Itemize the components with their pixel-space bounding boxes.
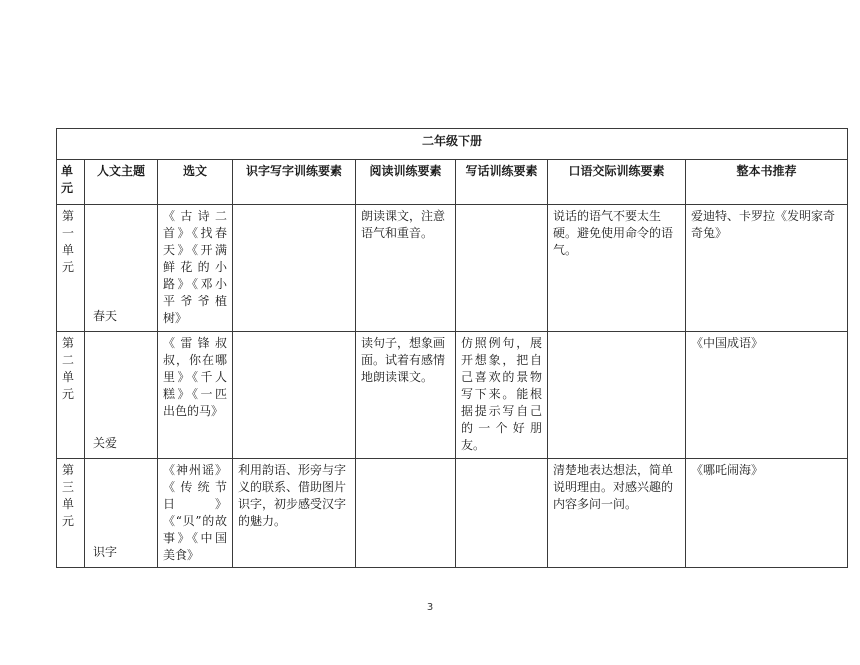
theme-label: 春天 (93, 309, 118, 323)
theme-label: 识字 (93, 545, 118, 559)
texts-cell: 《神州谣》《传统节日》《“贝”的故事》《中国美食》 (158, 459, 233, 568)
header-theme: 人文主题 (85, 160, 158, 205)
literacy-cell (233, 205, 356, 332)
theme-label: 关爱 (93, 436, 118, 450)
unit-cell: 第二单元 (57, 332, 85, 459)
unit-cell: 第一单元 (57, 205, 85, 332)
reading-cell: 朗读课文，注意语气和重音。 (356, 205, 456, 332)
table-row (57, 332, 848, 459)
header-writing: 写话训练要素 (456, 160, 548, 205)
page-number: 3 (426, 602, 434, 613)
theme-cell (85, 459, 158, 568)
writing-cell (456, 205, 548, 332)
books-cell: 《中国成语》 (686, 332, 848, 459)
table-row (57, 205, 848, 332)
caption-row (57, 129, 848, 160)
header-literacy: 识字写字训练要素 (233, 160, 356, 205)
header-texts: 选文 (158, 160, 233, 205)
header-row (57, 160, 848, 205)
literacy-cell: 利用韵语、形旁与字义的联系、借助图片识字，初步感受汉字的魅力。 (233, 459, 356, 568)
header-oral: 口语交际训练要素 (548, 160, 686, 205)
writing-cell: 仿照例句，展开想象，把自己喜欢的景物写下来。能根据提示写自己的一个好朋友。 (456, 332, 548, 459)
unit-cell: 第三单元 (57, 459, 85, 568)
header-books: 整本书推荐 (686, 160, 848, 205)
header-unit: 单元 (57, 160, 85, 205)
header-reading: 阅读训练要素 (356, 160, 456, 205)
books-cell: 《哪吒闹海》 (686, 459, 848, 568)
texts-cell: 《雷锋叔叔，你在哪里》《千人糕》《一匹出色的马》 (158, 332, 233, 459)
theme-cell (85, 205, 158, 332)
oral-cell (548, 332, 686, 459)
books-cell: 爱迪特、卡罗拉《发明家奇奇兔》 (686, 205, 848, 332)
table-row (57, 459, 848, 568)
theme-cell (85, 332, 158, 459)
reading-cell (356, 459, 456, 568)
reading-cell: 读句子，想象画面。试着有感情地朗读课文。 (356, 332, 456, 459)
texts-cell: 《古诗二首》《找春天》《开满鲜花的小路》《邓小平爷爷植树》 (158, 205, 233, 332)
oral-cell: 清楚地表达想法，简单说明理由。对感兴趣的内容多问一问。 (548, 459, 686, 568)
table-caption: 二年级下册 (57, 129, 848, 160)
curriculum-table (56, 128, 848, 568)
literacy-cell (233, 332, 356, 459)
writing-cell (456, 459, 548, 568)
oral-cell: 说话的语气不要太生硬。避免使用命令的语气。 (548, 205, 686, 332)
